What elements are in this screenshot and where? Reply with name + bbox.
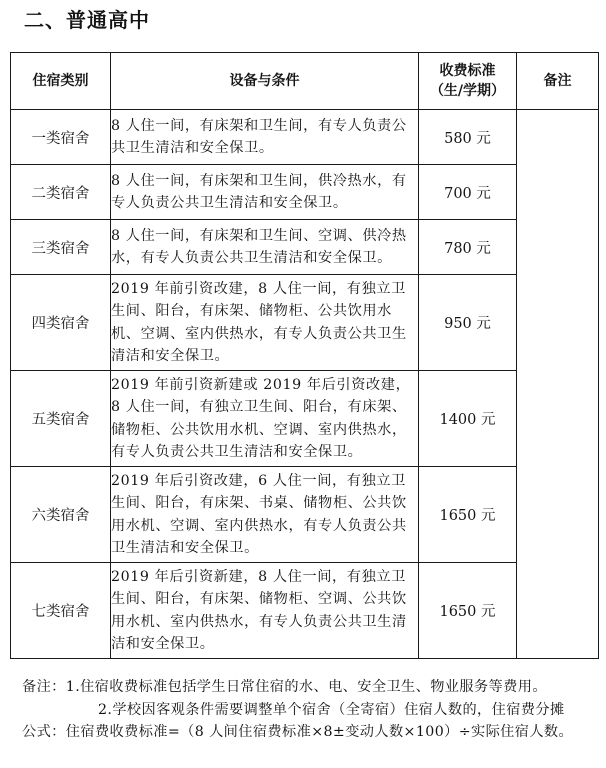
dorm-type: 一类宿舍 [11, 110, 111, 165]
dorm-facilities: 2019 年后引资改建，6 人住一间，有独立卫生间、阳台，有床架、书桌、储物柜、公共饮用水机、空调、室内供热水，有专人负责公共卫生清洁和安全保卫。 [111, 467, 419, 563]
section-heading: 二、普通高中 [24, 8, 150, 32]
dorm-type: 六类宿舍 [11, 467, 111, 563]
dormitory-fee-table [10, 52, 599, 659]
dorm-facilities: 2019 年前引资新建或 2019 年后引资改建，8 人住一间，有独立卫生间、阳台，有床架、储物柜、公共饮用水机、空调、室内供热水，有专人负责公共卫生清洁和安全保卫。 [111, 371, 419, 467]
remarks-cell [517, 110, 599, 659]
dorm-fee: 950 元 [419, 275, 517, 371]
dorm-type: 三类宿舍 [11, 220, 111, 275]
dorm-facilities: 8 人住一间，有床架和卫生间，供冷热水，有专人负责公共卫生清洁和安全保卫。 [111, 165, 419, 220]
dorm-facilities: 8 人住一间，有床架和卫生间、空调、供冷热水，有专人负责公共卫生清洁和安全保卫。 [111, 220, 419, 275]
dorm-fee: 1650 元 [419, 563, 517, 659]
dorm-type: 二类宿舍 [11, 165, 111, 220]
header-type: 住宿类别 [11, 53, 111, 110]
header-remarks: 备注 [517, 53, 599, 110]
header-fee [419, 53, 517, 110]
table-row [11, 165, 599, 220]
dorm-type: 五类宿舍 [11, 371, 111, 467]
dorm-facilities: 2019 年前引资改建，8 人住一间，有独立卫生间、阳台，有床架、储物柜、公共饮用水机、空调、室内供热水，有专人负责公共卫生清洁和安全保卫。 [111, 275, 419, 371]
header-facilities: 设备与条件 [111, 53, 419, 110]
table-row [11, 110, 599, 165]
table-row [11, 563, 599, 659]
dorm-fee: 700 元 [419, 165, 517, 220]
table-row [11, 220, 599, 275]
dorm-facilities: 2019 年后引资新建，8 人住一间，有独立卫生间、阳台，有床架、储物柜、空调、公共饮用水机、室内供热水，有专人负责公共卫生清洁和安全保卫。 [111, 563, 419, 659]
dorm-fee: 580 元 [419, 110, 517, 165]
table-row [11, 467, 599, 563]
notes-section [22, 676, 592, 744]
header-fee-line1: 收费标准 [439, 63, 496, 79]
note-2-formula: 公式：住宿费收费标准=（8 人间住宿费标准×8±变动人数×100）÷实际住宿人数。 [22, 724, 574, 740]
table-row [11, 371, 599, 467]
dorm-type: 七类宿舍 [11, 563, 111, 659]
dorm-type: 四类宿舍 [11, 275, 111, 371]
dorm-fee: 780 元 [419, 220, 517, 275]
note-2-line1: 2.学校因客观条件需要调整单个宿舍（全寄宿）住宿人数的，住宿费分摊 [98, 701, 565, 718]
dorm-fee: 1650 元 [419, 467, 517, 563]
dorm-facilities: 8 人住一间，有床架和卫生间，有专人负责公共卫生清洁和安全保卫。 [111, 110, 419, 165]
table-header-row [11, 53, 599, 110]
dorm-fee: 1400 元 [419, 371, 517, 467]
header-fee-line2: （生/学期） [429, 83, 506, 99]
table-row [11, 275, 599, 371]
note-1: 备注：1.住宿收费标准包括学生日常住宿的水、电、安全卫生、物业服务等费用。 [22, 679, 547, 695]
